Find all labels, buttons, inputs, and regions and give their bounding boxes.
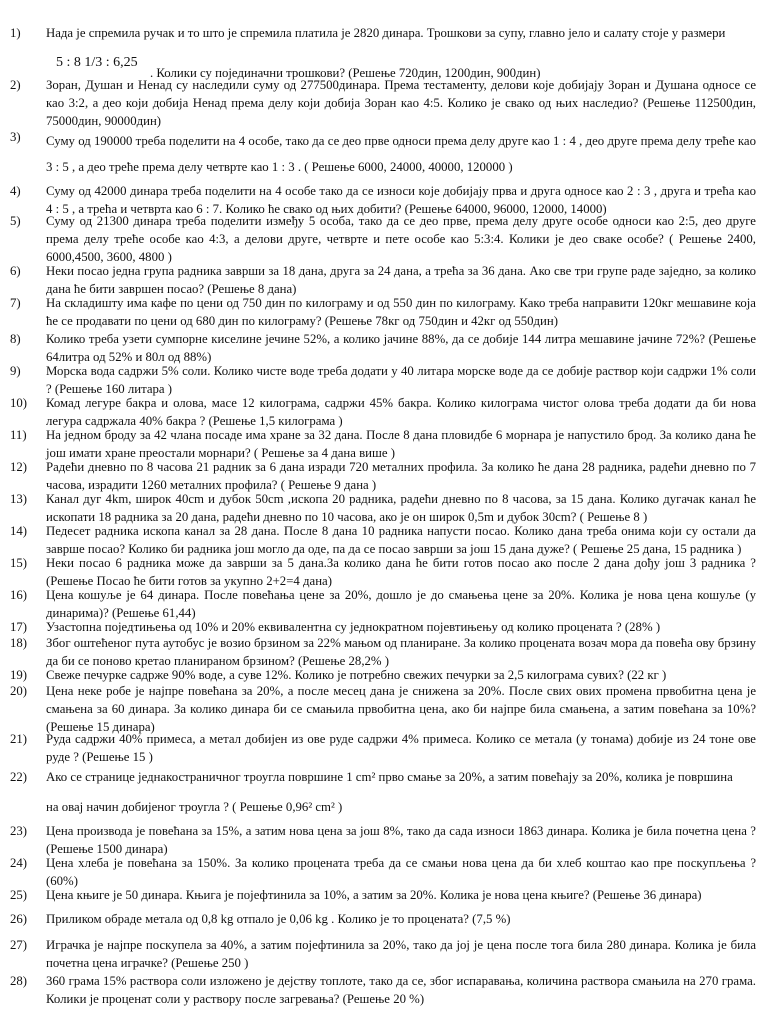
problem-number: 13) <box>10 492 28 506</box>
problem-text: Колико треба узети сумпорне киселине јечине 52%, а колико јачине 88%, да се добије 144 литра мешавине јачине 72%? (Решење 64литра од 52% и 80л од 88%) <box>46 332 756 364</box>
problem-number: 4) <box>10 184 21 198</box>
problem-number: 20) <box>10 684 28 698</box>
problem-text: Свеже печурке садрже 90% воде, а суве 12%. Колико је потребно свежих печурки за 2,5 килограма сувих? (22 кг ) <box>46 668 667 682</box>
problem-text: Приликом обраде метала од 0,8 kg отпало је 0,06 kg . Колико је то процената? (7,5 %) <box>46 912 511 926</box>
problem-text: Нада је спремила ручак и то што је спремила платила је 2820 динара. Трошкови за супу, главно јело и салату стоје у размери <box>46 26 726 40</box>
problem-number: 16) <box>10 588 28 602</box>
problem-text: Играчка је најпре поскупела за 40%, а затим појефтинила за 20%, тако да јој је цена после тога била 280 динара. Колика је била почетна цена играчке? (Решење 250 ) <box>46 938 756 970</box>
problem-text: Морска вода садржи 5% соли. Колико чисте воде треба додати у 40 литара морске воде да се добије раствор који садржи 1% соли ? (Решење 160 литара ) <box>46 364 756 396</box>
problem-number: 17) <box>10 620 28 634</box>
problem-text: Узастопна поједтињења од 10% и 20% еквивалентна су једнократном појевтињењу од колико процената ? (28% ) <box>46 620 661 634</box>
problem-number: 11) <box>10 428 27 442</box>
problem-number: 1) <box>10 26 21 40</box>
problem-text: Цена хлеба је повећана за 150%. За колико процената треба да се смањи нова цена да би хлеб коштао као пре поскупљења ? (60%) <box>46 856 756 888</box>
problem-text: На једном броду за 42 члана посаде има хране за 32 дана. После 8 дана пловидбе 6 морнара је напустило брод. За колико дана ће још имати хране преостали морнари? ( Решење за 4 дана више ) <box>46 428 756 460</box>
problem-number: 24) <box>10 856 28 870</box>
problem-number: 21) <box>10 732 28 746</box>
problem-number: 19) <box>10 668 28 682</box>
problem-text: Зоран, Душан и Ненад су наследили суму од 277500динара. Према тестаменту, делови које добијају Зоран и Душана односе се као 3:2, а део који добија Ненад према делу који добија Зоран као 4:5. Колико је свако од њих наследио? (Решење 112500дин, 75000дин, 90000дин) <box>46 78 756 128</box>
problem-text: Цена кошуље је 64 динара. После повећања цене за 20%, дошло је до смањења цене за 20%. Колика је нова цена кошуље (у динарима)? (Решење 61,44) <box>46 588 756 620</box>
problem-number: 2) <box>10 78 21 92</box>
problem-text: Неки посао 6 радника може да заврши за 5 дана.За колико дана ће бити готов посао ако после 2 дана дођу још 3 радника ? (Решење Посао ће бити готов за укупно 2+2=4 дана) <box>46 556 756 588</box>
problem-number: 27) <box>10 938 28 952</box>
problem-text: Неки посао једна група радника заврши за 18 дана, друга за 24 дана, а трећа за 36 дана. Ако све три групе раде заједно, за колико дана ће бити завршен посао? (Решење 8 дана) <box>46 264 756 296</box>
problem-text: Радећи дневно по 8 часова 21 радник за 6 дана изради 720 металних профила. За колико ће дана 28 радника, радећи дневно по 7 часова, израдити 1260 металних профила? ( Решење 9 дана ) <box>46 460 756 492</box>
problem-text: Комад легуре бакра и олова, масе 12 килограма, садржи 45% бакра. Колико килограма чистог олова треба додати да би нова легура садржала 40% бакра ? (Решење 1,5 килограма ) <box>46 396 756 428</box>
problem-number: 22) <box>10 770 28 784</box>
problem-number: 26) <box>10 912 28 926</box>
problem-text: На складишту има кафе по цени од 750 дин по килограму и од 550 дин по килограму. Како треба направити 120кг мешавине која ће се продавати по цени од 680 дин по килограму? (Решење 78кг од 750дин и 42кг од 550дин) <box>46 296 756 328</box>
problem-text: Ако се странице једнакостраничног троугла површине 1 cm² прво смање за 20%, а затим повећају за 20%, колика је површина <box>46 770 733 784</box>
problem-number: 8) <box>10 332 21 346</box>
problem-text: Суму од 190000 треба поделити на 4 особе, тако да се део прве односи према делу друге као 1 : 4 , део друге према делу треће као 3 : 5 , а део треће према делу четврте као 1 : 3 . ( Решење 6000, 24000, 40000, 120000 ) <box>46 134 756 174</box>
problem-text: Цена производа је повећана за 15%, а затим нова цена за још 8%, тако да сада износи 1863 динара. Колика је била почетна цена ? (Решење 1500 динара) <box>46 824 756 856</box>
problem-number: 28) <box>10 974 28 988</box>
problem-text: 360 грама 15% раствора соли изложено је дејству топлоте, тако да се, због испаравања, количина раствора смањила на 270 грама. Колики је проценат соли у раствору после загревања? (Решење 20 %) <box>46 974 756 1006</box>
problem-number: 9) <box>10 364 21 378</box>
problem-number: 15) <box>10 556 28 570</box>
problem-text: Канал дуг 4km, широк 40cm и дубок 50cm ,ископа 20 радника, радећи дневно по 8 часова, за 15 дана. Колико дугачак канал ће ископати 18 радника за 20 дана, радећи дневно по 10 часова, ако је он широк 0,5m и дубок 30cm? ( Решење 8 ) <box>46 492 756 524</box>
problem-text: Цена неке робе је најпре повећана за 20%, а после месец дана је снижена за 20%. После свих ових промена првобитна цена је смањена за 60 динара. За колико динара би се смањила првобитна цена, ако би најпре била смањена, а затим повећана за 10%? (Решење 15 динара) <box>46 684 756 734</box>
problem-number: 23) <box>10 824 28 838</box>
problem-text-tail: на овај начин добијеног троугла ? ( Решење 0,96² cm² ) <box>46 800 343 814</box>
problem-text: Због оштећеног пута аутобус је возио брзином за 22% мањом од планиране. За колико процената возач мора да повећа ову брзину да би се поново кретао планираном брзином? (Решење 28,2% ) <box>46 636 756 668</box>
problem-text: Суму од 21300 динара треба поделити између 5 особа, тако да се део прве, према делу друге особе односи као 2:5, део друге према делу треће особе као 4:3, а делови друге, четврте и пете особе као 5:3:4. Колики је део сваке особе? ( Решење 2400, 6000,4500, 3600, 4800 ) <box>46 214 756 264</box>
problem-number: 7) <box>10 296 21 310</box>
problem-number: 14) <box>10 524 28 538</box>
problem-number: 12) <box>10 460 28 474</box>
problem-number: 10) <box>10 396 28 410</box>
problem-text: Суму од 42000 динара треба поделити на 4 особе тако да се износи које добијају прва и друга односе као 2 : 3 , друга и трећа као 4 : 5 , а трећа и четврта као 6 : 7. Колико ће свако од њих добити? (Решење 64000, 96000, 12000, 14000) <box>46 184 756 216</box>
problem-number: 6) <box>10 264 21 278</box>
problem-text: Руда садржи 40% примеса, а метал добијен из ове руде садржи 4% примеса. Колико се метала (у тонама) добије из 24 тоне ове руде ? (Решење 15 ) <box>46 732 756 764</box>
problem-number: 5) <box>10 214 21 228</box>
problem-text: Цена књиге је 50 динара. Књига је појефтинила за 10%, а затим за 20%. Колика је нова цена књиге? (Решење 36 динара) <box>46 888 702 902</box>
problem-number: 25) <box>10 888 28 902</box>
problem-number: 3) <box>10 130 21 144</box>
problem-number: 18) <box>10 636 28 650</box>
problem-text-tail: . Колики су појединачни трошкови? (Решење 720дин, 1200дин, 900дин) <box>150 66 541 80</box>
ratio-formula: 5 : 8 1/3 : 6,25 <box>56 55 138 70</box>
problem-text: Педесет радника ископа канал за 28 дана. После 8 дана 10 радника напусти посао. Колико дана треба онима који су остали да заврше посао? Колико би радника још могло да оде, па да се посао заврши за још 15 дана дуже? ( Решење 25 дана, 15 радника ) <box>46 524 756 556</box>
